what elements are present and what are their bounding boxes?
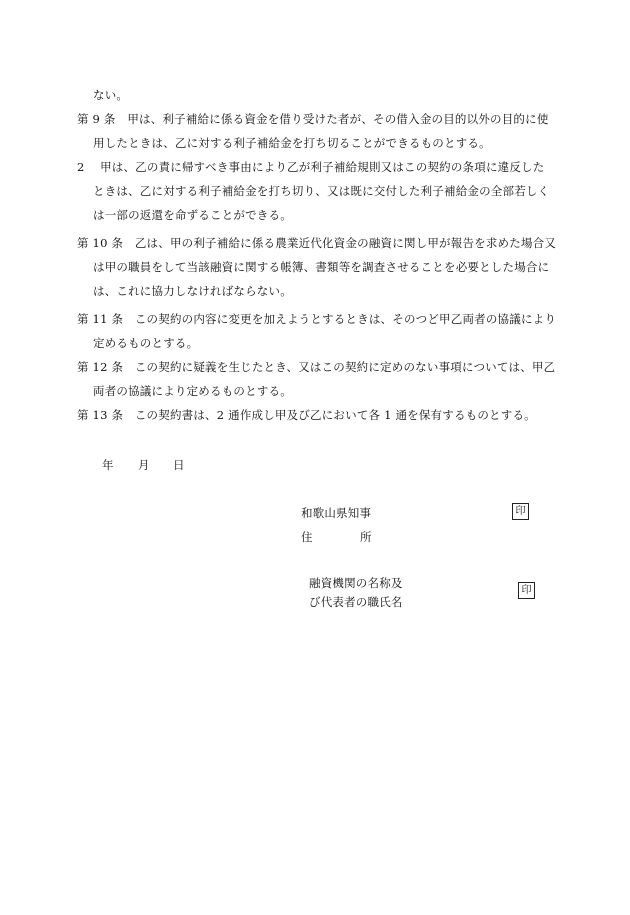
governor-label: 和歌山県知事 [301,506,372,520]
address-label-part-1: 住 [301,530,313,544]
article-9-para-2-line-2: ときは、乙に対する利子補給金を打ち切り、又は既に交付した利子補給金の全部若しく [93,184,550,198]
article-13-line-1: 第 13 条 この契約書は、2 通作成し甲及び乙において各 1 通を保有するものとする。 [77,408,536,422]
article-9-line-1: 第 9 条 甲は、利子補給に係る資金を借り受けた者が、その借入金の目的以外の目的に使 [77,112,549,126]
article-12-line-2: 両者の協議により定めるものとする。 [93,384,292,398]
institution-name-label-line-2: び代表者の職氏名 [309,595,403,609]
seal-mark-institution: 印 [518,582,535,599]
date-year-label: 年 [102,458,114,472]
seal-mark-governor: 印 [512,503,529,520]
article-10-line-3: は、これに協力しなければならない。 [93,284,292,298]
article-11-line-1: 第 11 条 この契約の内容に変更を加えようとするときは、そのつど甲乙両者の協議により [77,312,557,326]
article-12-line-1: 第 12 条 この契約に疑義を生じたとき、又はこの契約に定めのない事項については、甲乙 [77,360,556,374]
continuation-line: ない。 [93,88,129,102]
article-11-line-2: 定めるものとする。 [93,336,199,350]
article-9-para-2-line-3: は一部の返還を命ずることができる。 [93,208,292,222]
institution-name-label-line-1: 融資機関の名称及 [309,576,403,590]
date-month-label: 月 [138,458,150,472]
article-9-para-2-line-1: 2 甲は、乙の責に帰すべき事由により乙が利子補給規則又はこの契約の条項に違反した [77,160,545,174]
address-label-part-2: 所 [360,530,372,544]
article-10-line-1: 第 10 条 乙は、甲の利子補給に係る農業近代化資金の融資に関し甲が報告を求めた場合又 [77,236,557,250]
article-9-line-2: 用したときは、乙に対する利子補給金を打ち切ることができるものとする。 [93,136,491,150]
date-day-label: 日 [173,458,185,472]
article-10-line-2: は甲の職員をして当該融資に関する帳簿、書類等を調査させることを必要とした場合に [93,260,550,274]
